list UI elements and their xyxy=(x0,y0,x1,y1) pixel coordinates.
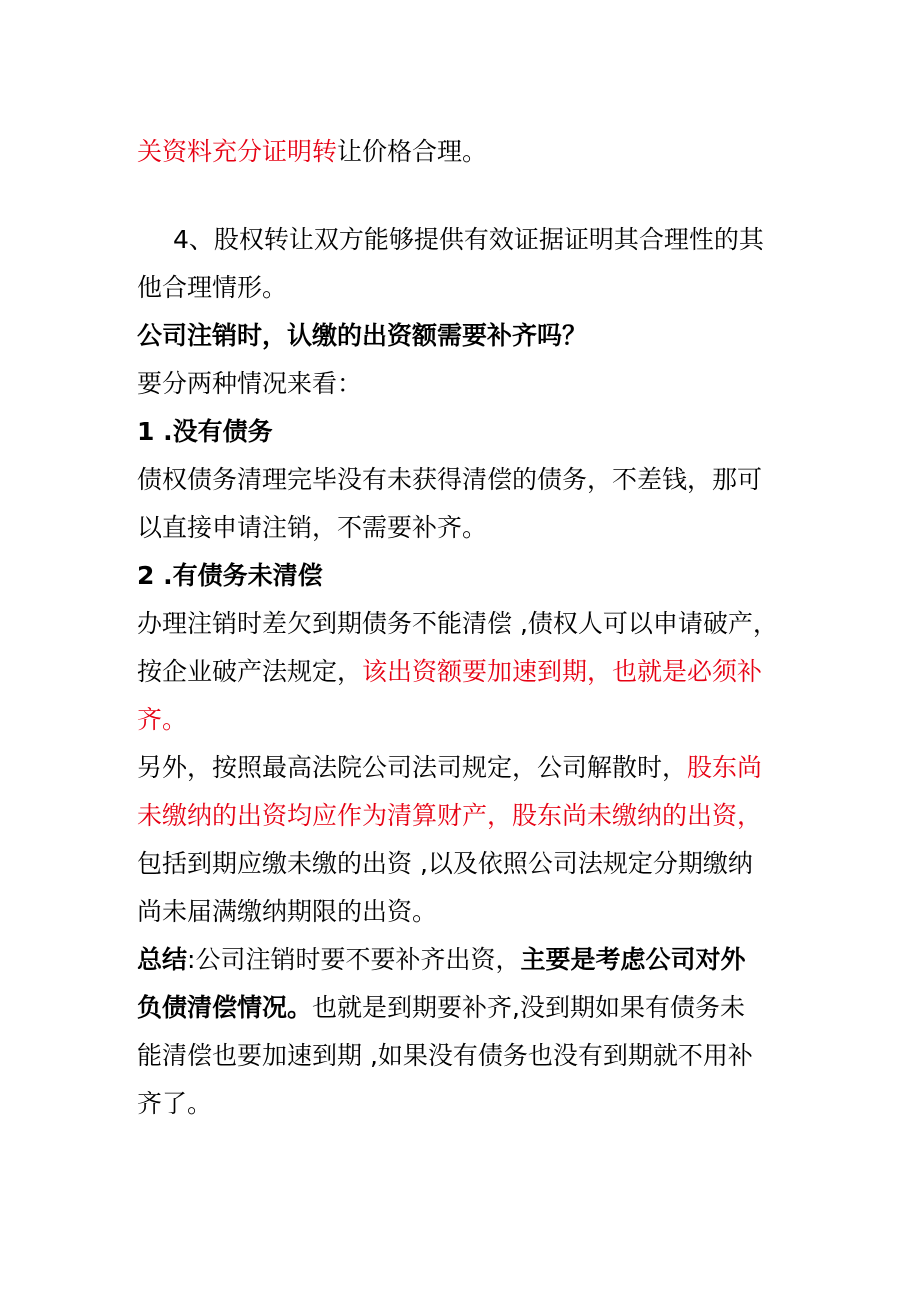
case1-line1: 债权债务清理完毕没有未获得清偿的债务，不差钱，那可 xyxy=(137,465,763,494)
summary-line1-normal: :公司注销时要不要补齐出资， xyxy=(187,945,521,974)
intro-black-text: 让价格合理。 xyxy=(337,137,488,166)
intro-red-text: 关资料充分证明转 xyxy=(137,137,338,166)
case2-line1: 办理注销时差欠到期债务不能清偿 ,债权人可以申请破产， xyxy=(137,609,778,638)
case2-line2-red: 该出资额要加速到期，也就是必须补 xyxy=(362,657,763,686)
intro-line xyxy=(137,128,817,176)
point4-line1: 4、股权转让双方能够提供有效证据证明其合理性的其 xyxy=(173,225,764,254)
case2-line2 xyxy=(137,648,817,696)
summary-line2-bold: 负债清偿情况。 xyxy=(137,993,313,1022)
besides-line1 xyxy=(137,744,817,792)
summary-line1-bold: 主要是考虑公司对外 xyxy=(520,945,746,974)
case2-line2-black: 按企业破产法规定， xyxy=(137,657,363,686)
besides-line1-black: 另外，按照最高法院公司法司规定，公司解散时， xyxy=(137,753,688,782)
summary-line3: 能清偿也要加速到期 ,如果没有债务也没有到期就不用补 xyxy=(137,1041,753,1070)
case1-line2: 以直接申请注销，不需要补齐。 xyxy=(137,513,488,542)
document-body xyxy=(137,128,817,1128)
case2-line3: 齐。 xyxy=(137,705,188,734)
point4-line2: 他合理情形。 xyxy=(137,273,288,302)
besides-line2: 未缴纳的出资均应作为清算财产，股东尚未缴纳的出资， xyxy=(137,801,763,830)
summary-line1 xyxy=(137,936,817,984)
besides-line4: 尚未届满缴纳期限的出资。 xyxy=(137,897,438,926)
spacer xyxy=(137,176,817,216)
case2-heading: 2 .有债务未清偿 xyxy=(137,561,323,590)
besides-line1-red: 股东尚 xyxy=(687,753,763,782)
lead-text: 要分两种情况来看： xyxy=(137,369,363,398)
summary-line2 xyxy=(137,984,817,1032)
question-heading: 公司注销时，认缴的出资额需要补齐吗？ xyxy=(137,321,588,350)
case1-heading: 1 .没有债务 xyxy=(137,417,273,446)
summary-line2-normal: 也就是到期要补齐,没到期如果有债务未 xyxy=(312,993,745,1022)
summary-line4: 齐了。 xyxy=(137,1089,213,1118)
summary-label: 总结 xyxy=(137,945,188,974)
besides-line3: 包括到期应缴未缴的出资 ,以及依照公司法规定分期缴纳 xyxy=(137,849,753,878)
